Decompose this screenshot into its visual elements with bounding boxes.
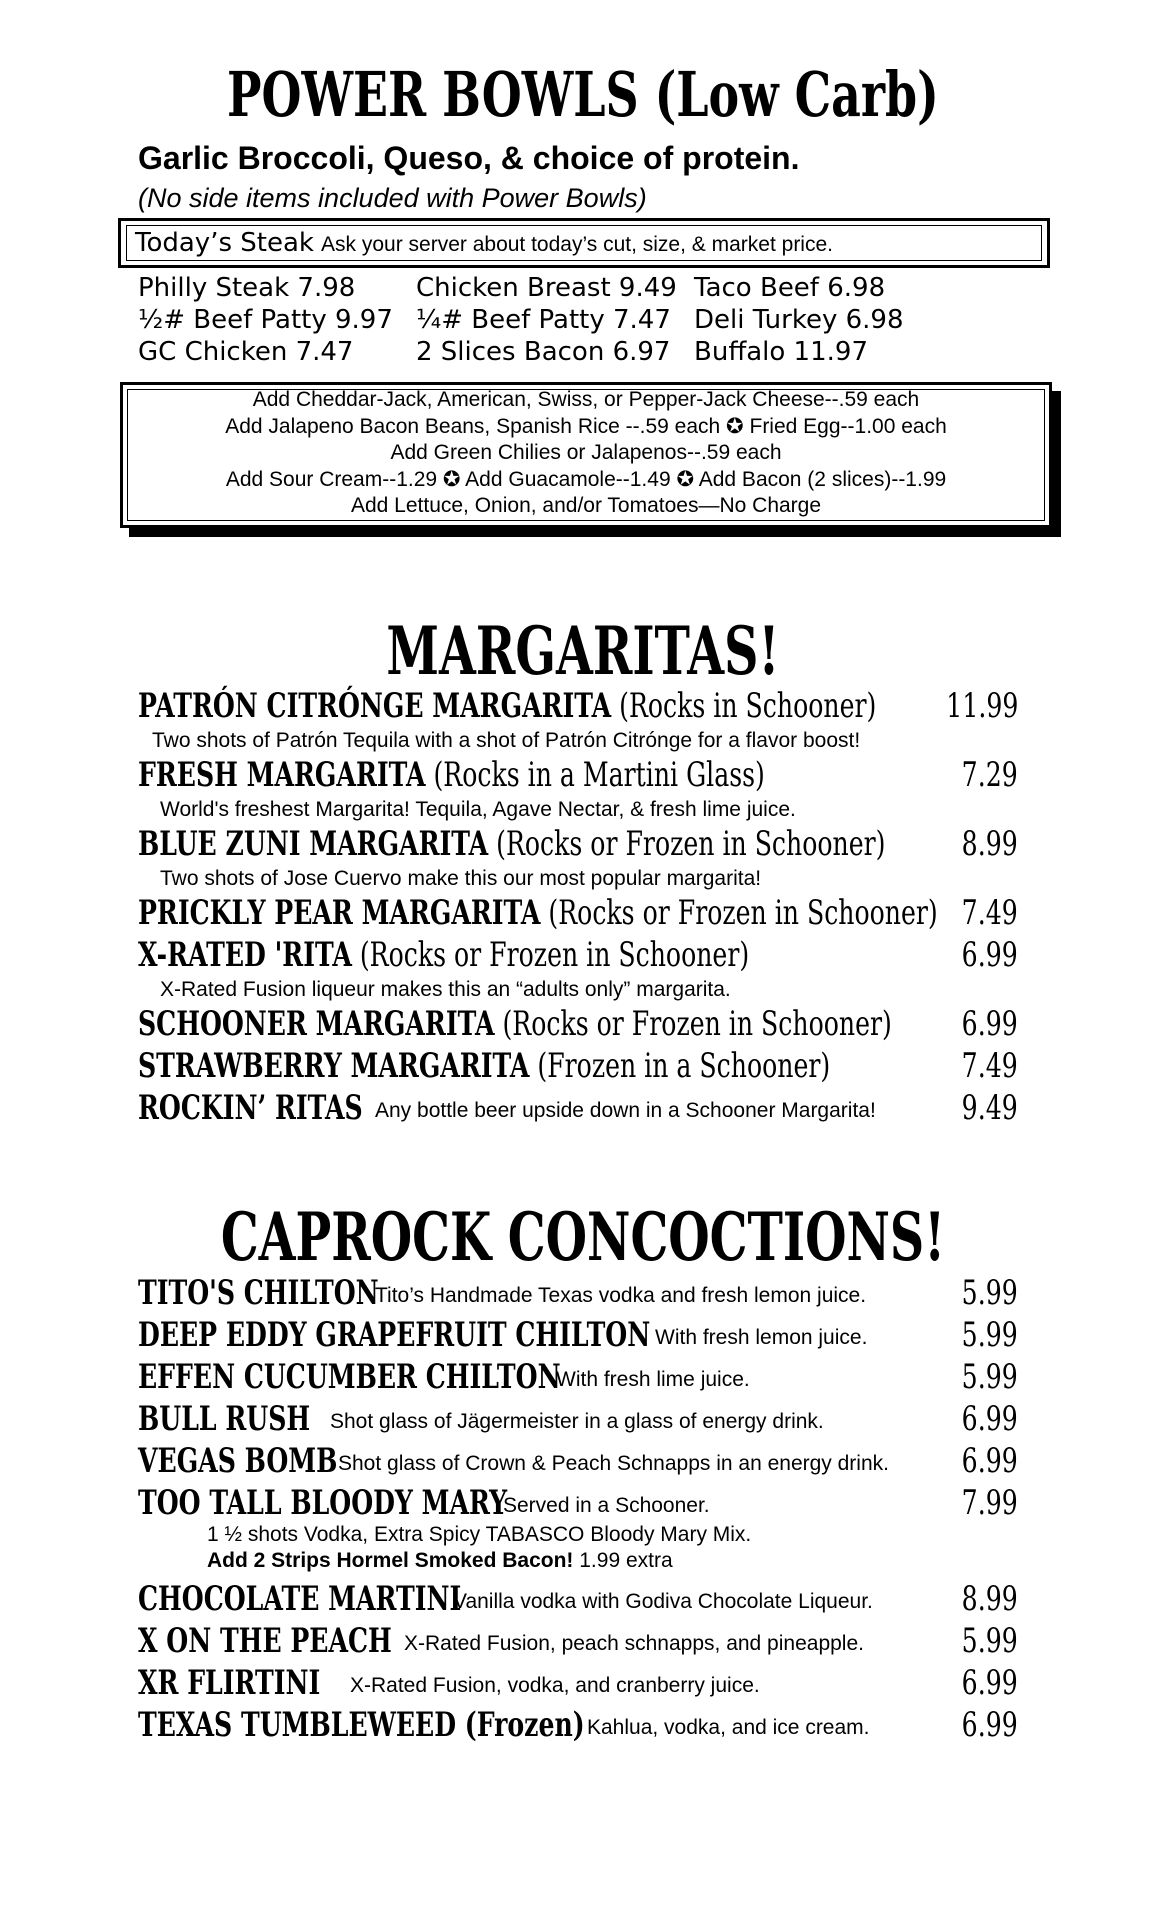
margarita-name: PRICKLY PEAR MARGARITA (Rocks or Frozen in Schooner) — [138, 893, 938, 933]
protein-item: Taco Beef 6.98 — [694, 273, 886, 303]
concoction-item — [138, 1315, 1018, 1355]
margarita-item — [138, 935, 1018, 975]
margarita-price: 7.49 — [961, 1046, 1018, 1086]
concoction-name: TITO'S CHILTON — [138, 1273, 379, 1313]
todays-steak-box — [118, 218, 1050, 268]
concoction-item — [138, 1621, 1018, 1661]
add-ons-box — [120, 382, 1052, 528]
concoction-name: TEXAS TUMBLEWEED (Frozen) — [138, 1705, 585, 1745]
concoctions-title: CAPROCK CONCOCTIONS! — [220, 1198, 946, 1276]
margarita-desc: Any bottle beer upside down in a Schooner Margarita! — [375, 1099, 876, 1122]
concoction-item — [138, 1663, 1018, 1703]
concoction-desc: Vanilla vodka with Godiva Chocolate Liqueur. — [453, 1590, 873, 1613]
concoction-name: EFFEN CUCUMBER CHILTON — [138, 1357, 561, 1397]
power-bowls-note: (No side items included with Power Bowls) — [138, 183, 647, 213]
concoction-price: 7.99 — [961, 1483, 1018, 1523]
concoction-desc: X-Rated Fusion, peach schnapps, and pineapple. — [404, 1632, 864, 1655]
margarita-price: 7.49 — [961, 893, 1018, 933]
concoction-name: CHOCOLATE MARTINI — [138, 1579, 462, 1619]
margarita-item — [138, 1004, 1018, 1044]
protein-item: ½# Beef Patty 9.97 — [138, 305, 393, 335]
protein-item: GC Chicken 7.47 — [138, 337, 354, 367]
margarita-item — [138, 1088, 1018, 1128]
concoction-price: 6.99 — [961, 1399, 1018, 1439]
margarita-desc: World's freshest Margarita! Tequila, Agave Nectar, & fresh lime juice. — [160, 798, 796, 821]
margarita-name: X-RATED 'RITA (Rocks or Frozen in Schooner) — [138, 935, 750, 975]
concoction-name: TOO TALL BLOODY MARY — [138, 1483, 508, 1523]
concoction-name: DEEP EDDY GRAPEFRUIT CHILTON — [138, 1315, 651, 1355]
concoction-sub-desc: 1 ½ shots Vodka, Extra Spicy TABASCO Bloody Mary Mix. — [207, 1523, 752, 1546]
margarita-price: 6.99 — [961, 1004, 1018, 1044]
margarita-price: 7.29 — [961, 755, 1018, 795]
margarita-item — [138, 824, 1018, 864]
margarita-item — [138, 1046, 1018, 1086]
todays-steak-label: Today’s Steak — [135, 228, 314, 258]
concoction-item — [138, 1705, 1018, 1745]
protein-item: Chicken Breast 9.49 — [416, 273, 677, 303]
concoction-price: 6.99 — [961, 1441, 1018, 1481]
todays-steak-desc: Ask your server about today’s cut, size, & market price. — [321, 233, 833, 256]
margarita-price: 6.99 — [961, 935, 1018, 975]
concoction-item — [138, 1399, 1018, 1439]
concoction-name: XR FLIRTINI — [138, 1663, 321, 1703]
margarita-name: PATRÓN CITRÓNGE MARGARITA (Rocks in Schooner) — [138, 686, 877, 726]
concoction-price: 5.99 — [961, 1273, 1018, 1313]
concoction-bacon-addon: Add 2 Strips Hormel Smoked Bacon! 1.99 extra — [207, 1549, 673, 1572]
concoction-desc: With fresh lemon juice. — [655, 1326, 868, 1349]
margarita-name: STRAWBERRY MARGARITA (Frozen in a Schooner) — [138, 1046, 831, 1086]
margarita-item — [138, 893, 1018, 933]
add-on-line: Add Jalapeno Bacon Beans, Spanish Rice --.59 each ✪ Fried Egg--1.00 each — [225, 414, 947, 438]
margarita-item — [138, 755, 1018, 795]
power-bowls-subtitle: Garlic Broccoli, Queso, & choice of protein. — [138, 140, 800, 176]
margarita-price: 9.49 — [961, 1088, 1018, 1128]
margarita-name: FRESH MARGARITA (Rocks in a Martini Glass) — [138, 755, 765, 795]
margaritas-title: MARGARITAS! — [386, 612, 780, 690]
power-bowls-title: POWER BOWLS (Low Carb) — [227, 58, 939, 131]
protein-item: 2 Slices Bacon 6.97 — [416, 337, 671, 367]
add-on-line: Add Sour Cream--1.29 ✪ Add Guacamole--1.49 ✪ Add Bacon (2 slices)--1.99 — [225, 467, 947, 491]
margarita-price: 8.99 — [961, 824, 1018, 864]
concoction-item — [138, 1441, 1018, 1481]
margarita-name: SCHOONER MARGARITA (Rocks or Frozen in Schooner) — [138, 1004, 892, 1044]
add-on-line: Add Lettuce, Onion, and/or Tomatoes—No Charge — [350, 494, 822, 517]
concoction-name: VEGAS BOMB — [138, 1441, 338, 1481]
concoction-price: 5.99 — [961, 1357, 1018, 1397]
margarita-name: ROCKIN’ RITAS — [138, 1088, 363, 1128]
concoction-item — [138, 1483, 1018, 1523]
concoction-price: 6.99 — [961, 1663, 1018, 1703]
protein-item: ¼# Beef Patty 7.47 — [416, 305, 671, 335]
concoction-price: 5.99 — [961, 1621, 1018, 1661]
concoction-item — [138, 1273, 1018, 1313]
margarita-desc: Two shots of Patrón Tequila with a shot of Patrón Citrónge for a flavor boost! — [152, 729, 861, 752]
protein-item: Buffalo 11.97 — [694, 337, 868, 367]
concoction-desc: Shot glass of Crown & Peach Schnapps in an energy drink. — [338, 1452, 889, 1475]
concoction-price: 8.99 — [961, 1579, 1018, 1619]
margarita-item — [138, 686, 1018, 726]
concoction-desc: Shot glass of Jägermeister in a glass of energy drink. — [330, 1410, 824, 1433]
concoction-item — [138, 1357, 1018, 1397]
concoction-desc: Kahlua, vodka, and ice cream. — [587, 1716, 870, 1739]
add-on-line: Add Cheddar-Jack, American, Swiss, or Pepper-Jack Cheese--.59 each — [252, 388, 920, 411]
concoction-item — [138, 1579, 1018, 1619]
margarita-desc: Two shots of Jose Cuervo make this our most popular margarita! — [160, 867, 762, 890]
concoction-name: BULL RUSH — [138, 1399, 311, 1439]
protein-item: Philly Steak 7.98 — [138, 273, 356, 303]
margarita-desc: X-Rated Fusion liqueur makes this an “adults only” margarita. — [160, 978, 731, 1001]
concoction-price: 5.99 — [961, 1315, 1018, 1355]
add-on-line: Add Green Chilies or Jalapenos--.59 each — [390, 441, 782, 464]
concoction-desc: With fresh lime juice. — [556, 1368, 750, 1391]
margarita-price: 11.99 — [945, 686, 1018, 726]
add-ons-list — [123, 387, 1049, 520]
concoction-desc: Tito’s Handmade Texas vodka and fresh lemon juice. — [375, 1284, 867, 1307]
concoction-desc: X-Rated Fusion, vodka, and cranberry juice. — [350, 1674, 760, 1697]
concoction-price: 6.99 — [961, 1705, 1018, 1745]
protein-item: Deli Turkey 6.98 — [694, 305, 904, 335]
concoction-name: X ON THE PEACH — [138, 1621, 392, 1661]
margarita-name: BLUE ZUNI MARGARITA (Rocks or Frozen in Schooner) — [138, 824, 886, 864]
concoction-desc: Served in a Schooner. — [503, 1494, 710, 1517]
